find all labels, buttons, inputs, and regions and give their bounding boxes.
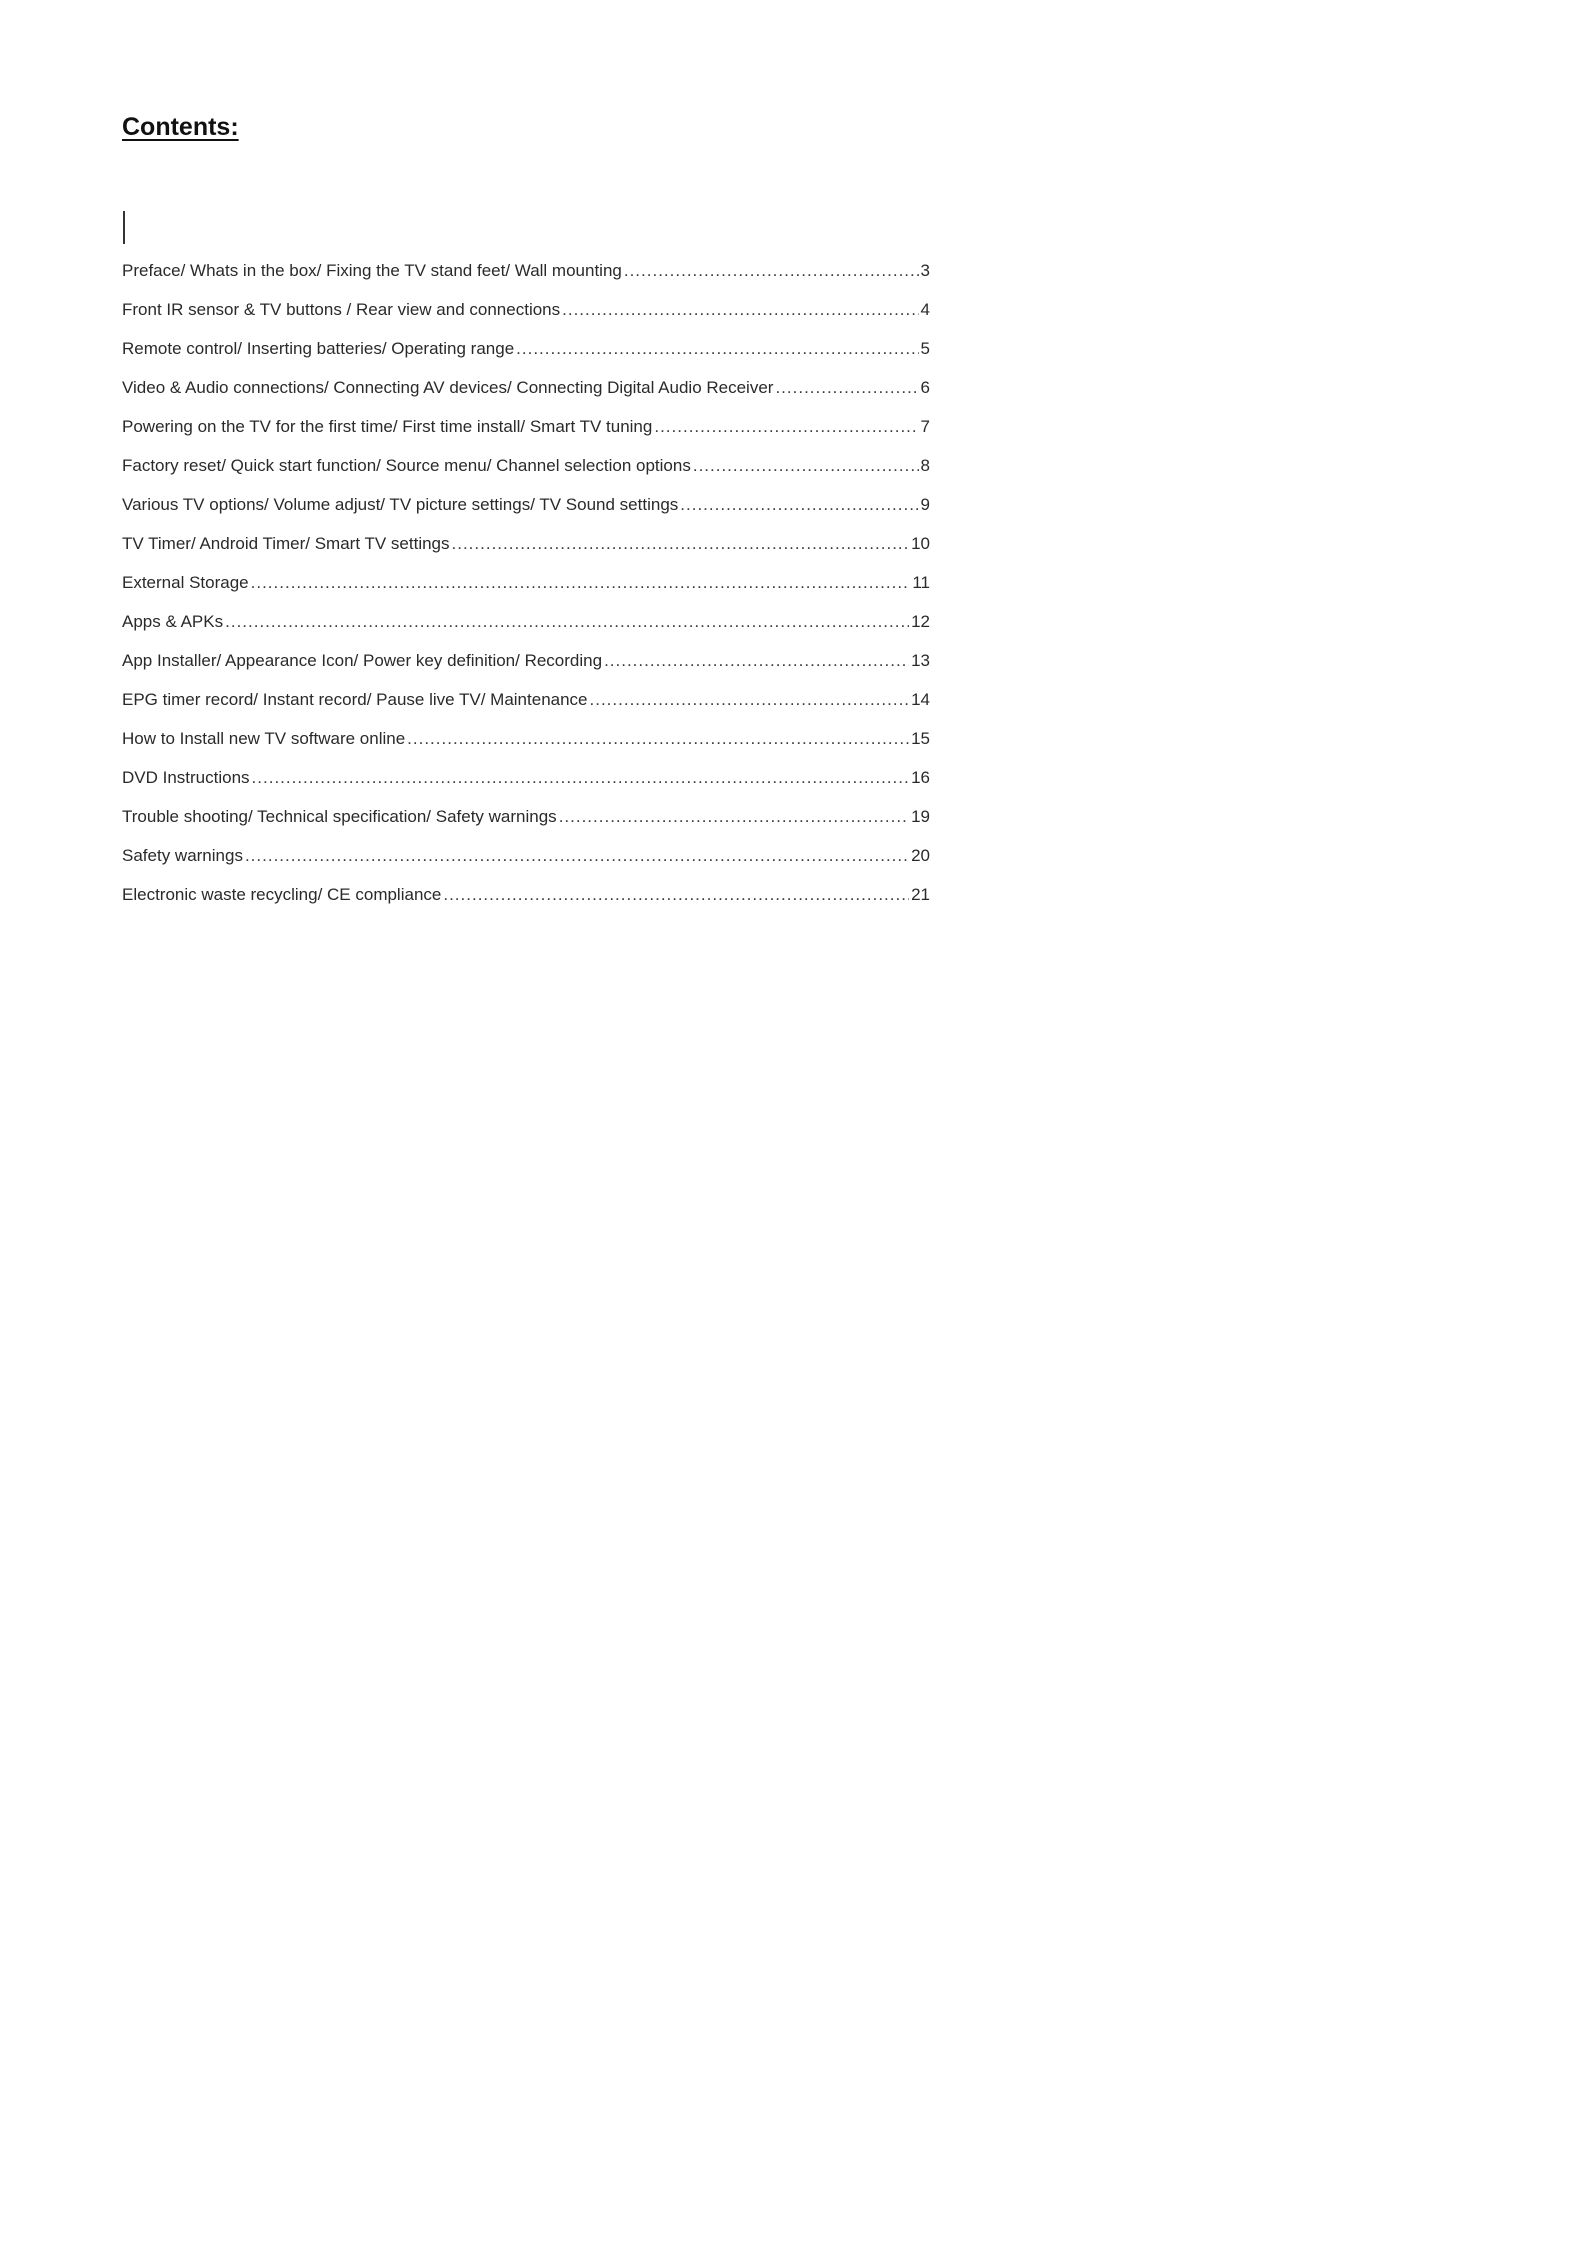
toc-entry[interactable]	[122, 765, 930, 804]
toc-entry-title: TV Timer/ Android Timer/ Smart TV settings	[122, 534, 450, 553]
toc-entry-page: 6	[920, 378, 930, 397]
toc-dot-leader	[245, 843, 909, 869]
toc-entry[interactable]	[122, 726, 930, 765]
toc-entry-title: Factory reset/ Quick start function/ Source menu/ Channel selection options	[122, 456, 691, 475]
toc-entry-page: 14	[911, 690, 930, 709]
toc-entry[interactable]	[122, 570, 930, 609]
toc-entry[interactable]	[122, 882, 930, 921]
toc-dot-leader	[252, 765, 910, 791]
toc-entry-page: 19	[911, 807, 930, 826]
toc-dot-leader	[654, 414, 918, 440]
toc-entry-page: 21	[911, 885, 930, 904]
toc-entry-page: 12	[911, 612, 930, 631]
toc-entry-title: How to Install new TV software online	[122, 729, 406, 748]
toc-dot-leader	[452, 531, 910, 557]
toc-entry-page: 4	[920, 300, 930, 319]
toc-entry-page: 3	[920, 261, 930, 280]
toc-entry[interactable]	[122, 258, 930, 297]
toc-entry-title: Front IR sensor & TV buttons / Rear view and connections	[122, 300, 561, 319]
toc-entry-page: 8	[920, 456, 930, 475]
toc-entry-page: 5	[920, 339, 930, 358]
toc-entry-title: Safety warnings	[122, 846, 243, 865]
toc-entry-title: Preface/ Whats in the box/ Fixing the TV stand feet/ Wall mounting	[122, 261, 622, 280]
page-title: Contents:	[122, 113, 239, 141]
toc-entry-title: Powering on the TV for the first time/ First time install/ Smart TV tuning	[122, 417, 653, 436]
toc-entry-title: Video & Audio connections/ Connecting AV devices/ Connecting Digital Audio Receiver	[122, 378, 774, 397]
toc-dot-leader	[516, 336, 918, 362]
toc-dot-leader	[693, 453, 919, 479]
toc-entry[interactable]	[122, 843, 930, 882]
toc-entry-title: App Installer/ Appearance Icon/ Power key definition/ Recording	[122, 651, 603, 670]
toc-entry[interactable]	[122, 648, 930, 687]
text-cursor[interactable]	[123, 211, 125, 244]
toc-entry-title: Remote control/ Inserting batteries/ Operating range	[122, 339, 515, 358]
toc-entry-page: 20	[911, 846, 930, 865]
toc-entry[interactable]	[122, 609, 930, 648]
toc-dot-leader	[407, 726, 909, 752]
toc-entry[interactable]	[122, 414, 930, 453]
toc-entry-page: 9	[920, 495, 930, 514]
toc-entry-page: 11	[912, 573, 930, 592]
toc-entry[interactable]	[122, 336, 930, 375]
toc-dot-leader	[251, 570, 911, 596]
toc-entry-page: 16	[911, 768, 930, 787]
toc-entry[interactable]	[122, 804, 930, 843]
toc-entry-title: DVD Instructions	[122, 768, 250, 787]
toc-dot-leader	[559, 804, 909, 830]
toc-dot-leader	[624, 258, 919, 284]
toc-entry[interactable]	[122, 531, 930, 570]
toc-entry-title: Various TV options/ Volume adjust/ TV picture settings/ TV Sound settings	[122, 495, 679, 514]
toc-dot-leader	[562, 297, 918, 323]
toc-entry-page: 13	[911, 651, 930, 670]
toc-entry-page: 7	[920, 417, 930, 436]
toc-entry-title: Electronic waste recycling/ CE compliance	[122, 885, 442, 904]
toc-dot-leader	[775, 375, 918, 401]
toc-entry-page: 10	[911, 534, 930, 553]
toc-entry-title: Apps & APKs	[122, 612, 224, 631]
toc-entry-title: External Storage	[122, 573, 249, 592]
toc-entry[interactable]	[122, 453, 930, 492]
toc-entry-title: EPG timer record/ Instant record/ Pause live TV/ Maintenance	[122, 690, 588, 709]
toc-entry-title: Trouble shooting/ Technical specification/ Safety warnings	[122, 807, 557, 826]
toc-dot-leader	[225, 609, 909, 635]
toc-entry[interactable]	[122, 375, 930, 414]
toc-entry-page: 15	[911, 729, 930, 748]
toc-dot-leader	[604, 648, 909, 674]
toc-entry[interactable]	[122, 687, 930, 726]
toc-dot-leader	[680, 492, 918, 518]
toc-entry[interactable]	[122, 492, 930, 531]
toc-entry[interactable]	[122, 297, 930, 336]
table-of-contents	[122, 258, 930, 921]
toc-dot-leader	[443, 882, 909, 908]
toc-dot-leader	[590, 687, 910, 713]
